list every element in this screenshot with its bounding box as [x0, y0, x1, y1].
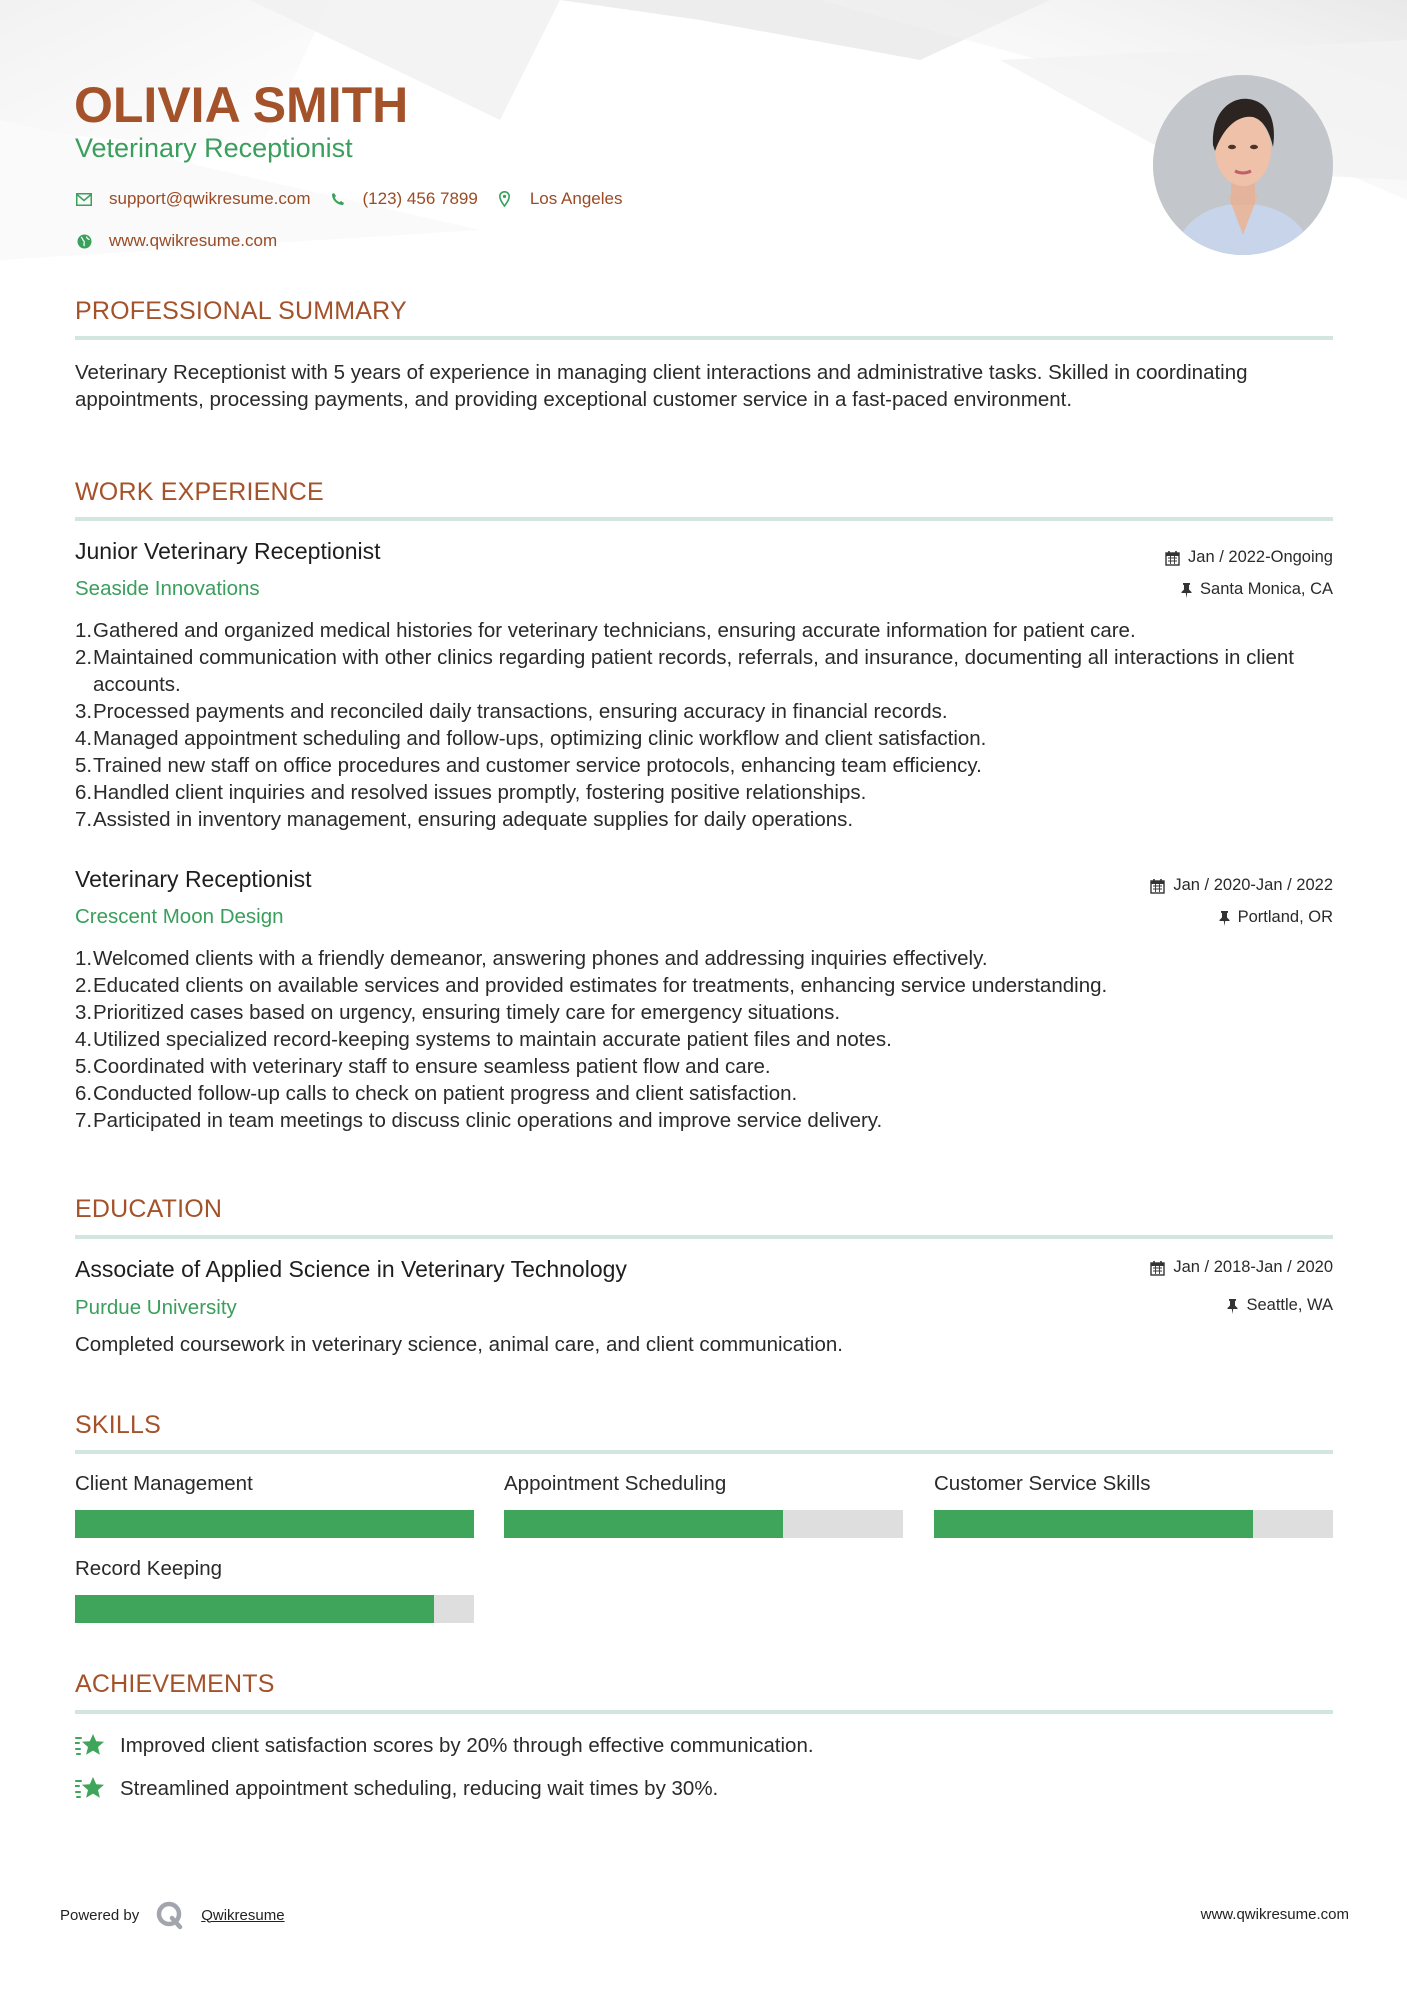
- skill-bar-fill: [504, 1510, 783, 1538]
- education-location: [1227, 1296, 1333, 1315]
- skill-label: Customer Service Skills: [934, 1472, 1151, 1495]
- profile-photo: [1153, 75, 1333, 255]
- list-item: 6. Handled client inquiries and resolved issues promptly, fostering positive relationships.: [75, 781, 867, 804]
- envelope-icon: [75, 190, 93, 208]
- contact-row-2: [75, 231, 277, 251]
- location-text: Los Angeles: [529, 189, 623, 208]
- skills-heading: SKILLS: [75, 1411, 161, 1439]
- job-company: Seaside Innovations: [75, 577, 260, 600]
- map-marker-icon: [496, 190, 514, 208]
- summary-text: Veterinary Receptionist with 5 years of experience in managing client interactions and administrative tasks. Skilled in coordinating appointments, processing payments, and providing exceptional customer service in a fast-paced environment.: [75, 361, 1248, 411]
- experience-divider: [75, 517, 1333, 521]
- phone-icon: [329, 190, 347, 208]
- calendar-icon: [1165, 550, 1180, 566]
- list-item: 7. Assisted in inventory management, ensuring adequate supplies for daily operations.: [75, 808, 854, 831]
- calendar-icon: [1150, 878, 1165, 894]
- candidate-title: Veterinary Receptionist: [75, 133, 353, 163]
- list-item: 6. Conducted follow-up calls to check on patient progress and client satisfaction.: [75, 1082, 798, 1105]
- list-item: 7. Participated in team meetings to discuss clinic operations and improve service delivery.: [75, 1109, 883, 1132]
- list-item: 3. Processed payments and reconciled daily transactions, ensuring accuracy in financial records.: [75, 700, 948, 723]
- qwikresume-link[interactable]: Qwikresume: [201, 1906, 285, 1924]
- list-item: 1. Gathered and organized medical histories for veterinary technicians, ensuring accurate information for patient care.: [75, 619, 1136, 642]
- achievement-text: Improved client satisfaction scores by 20% through effective communication.: [120, 1734, 814, 1757]
- education-dates-text: Jan / 2018-Jan / 2020: [1173, 1258, 1333, 1276]
- achievement-item: [75, 1732, 814, 1760]
- globe-icon: [75, 232, 93, 250]
- list-item: 1. Welcomed clients with a friendly demeanor, answering phones and addressing inquiries effectively.: [75, 947, 988, 970]
- contact-row-1: [75, 189, 640, 209]
- powered-by-label: Powered by: [60, 1906, 140, 1924]
- job-location-text: Santa Monica, CA: [1200, 580, 1333, 598]
- website-link[interactable]: www.qwikresume.com: [109, 231, 278, 250]
- star-icon: [75, 1775, 107, 1803]
- achievement-item: [75, 1775, 718, 1803]
- job-dates: [1150, 876, 1333, 895]
- education-location-text: Seattle, WA: [1246, 1296, 1333, 1314]
- job-role: Junior Veterinary Receptionist: [75, 538, 381, 564]
- job-dates: [1165, 548, 1333, 567]
- degree-title: Associate of Applied Science in Veterinary Technology: [75, 1256, 627, 1282]
- list-item: 5. Coordinated with veterinary staff to ensure seamless patient flow and care.: [75, 1055, 771, 1078]
- job-role: Veterinary Receptionist: [75, 866, 312, 892]
- skill-label: Appointment Scheduling: [504, 1472, 727, 1495]
- achievement-text: Streamlined appointment scheduling, reducing wait times by 30%.: [120, 1777, 719, 1800]
- job-responsibilities: [75, 617, 1345, 833]
- skill-bar-customer-service: [934, 1510, 1333, 1538]
- list-item: 4. Utilized specialized record-keeping systems to maintain accurate patient files and notes.: [75, 1028, 892, 1051]
- skill-bar-fill: [934, 1510, 1253, 1538]
- calendar-icon: [1150, 1260, 1165, 1276]
- skill-bar-client-management: [75, 1510, 474, 1538]
- job-dates-text: Jan / 2022-Ongoing: [1188, 548, 1333, 566]
- job-location: [1219, 908, 1333, 927]
- job-location-text: Portland, OR: [1237, 908, 1333, 926]
- education-description: Completed coursework in veterinary science, animal care, and client communication.: [75, 1333, 843, 1356]
- skill-bar-record-keeping: [75, 1595, 474, 1623]
- email-link[interactable]: support@qwikresume.com: [109, 189, 311, 208]
- education-divider: [75, 1235, 1333, 1239]
- skill-label: Record Keeping: [75, 1557, 223, 1580]
- footer-website[interactable]: www.qwikresume.com: [1200, 1906, 1349, 1923]
- skills-divider: [75, 1450, 1333, 1454]
- achievements-divider: [75, 1710, 1333, 1714]
- skill-bar-fill: [75, 1510, 474, 1538]
- list-item: 4. Managed appointment scheduling and follow-ups, optimizing clinic workflow and client satisfaction.: [75, 727, 987, 750]
- phone-number: (123) 456 7899: [362, 189, 478, 208]
- qwikresume-logo-icon: [155, 1900, 185, 1930]
- skill-bar-appointment-scheduling: [504, 1510, 903, 1538]
- education-heading: EDUCATION: [75, 1195, 223, 1223]
- list-item: 2. Educated clients on available services and provided estimates for treatments, enhancing service understanding.: [75, 974, 1108, 997]
- job-dates-text: Jan / 2020-Jan / 2022: [1173, 876, 1333, 894]
- skill-label: Client Management: [75, 1472, 253, 1495]
- list-item: 5. Trained new staff on office procedures and customer service protocols, enhancing team efficiency.: [75, 754, 982, 777]
- skill-bar-fill: [75, 1595, 434, 1623]
- pushpin-icon: [1219, 910, 1230, 926]
- pushpin-icon: [1181, 582, 1192, 598]
- summary-heading: PROFESSIONAL SUMMARY: [75, 297, 407, 325]
- star-icon: [75, 1732, 107, 1760]
- job-responsibilities: [75, 945, 1345, 1134]
- pushpin-icon: [1227, 1298, 1238, 1314]
- footer-powered-by: [60, 1900, 285, 1930]
- list-item: 2. Maintained communication with other clinics regarding patient records, referrals, and insurance, documenting all interactions in client accounts.: [75, 646, 1295, 696]
- job-company: Crescent Moon Design: [75, 905, 284, 928]
- job-location: [1181, 580, 1333, 599]
- experience-heading: WORK EXPERIENCE: [75, 478, 324, 506]
- achievements-heading: ACHIEVEMENTS: [75, 1670, 275, 1698]
- school-name: Purdue University: [75, 1296, 237, 1319]
- list-item: 3. Prioritized cases based on urgency, ensuring timely care for emergency situations.: [75, 1001, 841, 1024]
- candidate-name: OLIVIA SMITH: [74, 77, 409, 133]
- education-dates: [1150, 1258, 1333, 1277]
- summary-divider: [75, 336, 1333, 340]
